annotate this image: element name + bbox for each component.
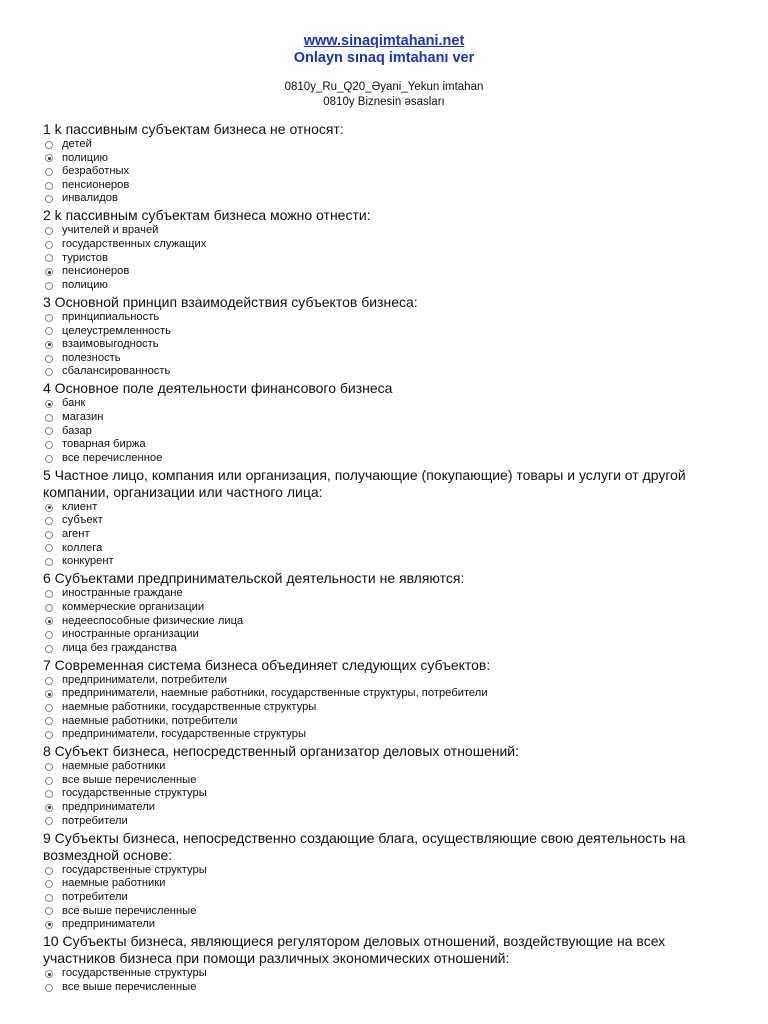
answer-options	[43, 397, 723, 465]
answer-options	[43, 138, 723, 206]
answer-option[interactable]	[43, 877, 723, 891]
answer-option-label: все выше перечисленные	[62, 904, 197, 917]
answer-option[interactable]	[43, 774, 723, 788]
answer-option-label: все выше перечисленные	[62, 773, 197, 786]
answer-option-label: предприниматели	[62, 918, 156, 931]
answer-options	[43, 967, 723, 994]
answer-options	[43, 501, 723, 569]
answer-option[interactable]	[43, 411, 723, 425]
answer-option-label: магазин	[62, 411, 104, 423]
answer-option[interactable]	[43, 365, 723, 379]
question-block	[43, 121, 723, 206]
question-text: 6 Субъектами предпринимательской деятельности не являются:	[43, 570, 465, 587]
answer-option[interactable]	[43, 265, 723, 279]
answer-option-label: взаимовыгодность	[62, 338, 159, 351]
radio-selected-icon[interactable]	[45, 400, 53, 408]
answer-option[interactable]	[43, 918, 723, 932]
radio-empty-icon[interactable]	[45, 227, 53, 235]
answer-option[interactable]	[43, 864, 723, 878]
answer-option[interactable]	[43, 311, 723, 325]
radio-empty-icon[interactable]	[45, 558, 53, 566]
answer-option-label: наемные работники, потребители	[62, 714, 238, 727]
question-text: 3 Основной принцип взаимодействия субъектов бизнеса:	[43, 293, 418, 310]
answer-options	[43, 864, 723, 932]
radio-empty-icon[interactable]	[45, 790, 53, 798]
answer-option-label: базар	[62, 424, 92, 437]
radio-empty-icon[interactable]	[45, 731, 53, 739]
site-tagline: Onlayn sınaq imtahanı ver	[293, 50, 475, 66]
page-header	[0, 32, 768, 67]
question-text: 4 Основное поле деятельности финансового бизнеса	[43, 380, 393, 397]
question-text: 5 Частное лицо, компания или организация, получающие (покупающие) товары и услуги от другой компании, организации или частного лица:	[43, 466, 686, 500]
radio-empty-icon[interactable]	[45, 645, 53, 653]
answer-option[interactable]	[43, 528, 723, 542]
question-block	[43, 933, 723, 994]
answer-option[interactable]	[43, 279, 723, 293]
radio-selected-icon[interactable]	[45, 690, 53, 698]
radio-empty-icon[interactable]	[45, 195, 53, 203]
question-block	[43, 207, 723, 292]
answer-option-label: государственных служащих	[62, 238, 207, 251]
answer-options	[43, 311, 723, 379]
radio-empty-icon[interactable]	[45, 427, 53, 435]
answer-option-label: агент	[62, 528, 90, 541]
question-text: 2 k пассивным субъектам бизнеса можно отнести:	[43, 207, 371, 224]
exam-info	[0, 80, 768, 110]
answer-option[interactable]	[43, 615, 723, 629]
radio-empty-icon[interactable]	[45, 867, 53, 875]
answer-option-label: иностранные граждане	[62, 587, 183, 600]
answer-option-label: учителей и врачей	[62, 224, 159, 237]
answer-option[interactable]	[43, 760, 723, 774]
answer-option-label: пенсионеров	[62, 178, 130, 191]
radio-empty-icon[interactable]	[45, 314, 53, 322]
question-text: 8 Субъект бизнеса, непосредственный организатор деловых отношений:	[43, 743, 519, 760]
radio-selected-icon[interactable]	[45, 154, 53, 162]
question-block	[43, 570, 723, 655]
radio-empty-icon[interactable]	[45, 984, 53, 992]
answer-option[interactable]	[43, 555, 723, 569]
answer-option-label: банк	[62, 397, 86, 410]
answer-option-label: государственные структуры	[62, 787, 207, 800]
radio-empty-icon[interactable]	[45, 182, 53, 190]
answer-option[interactable]	[43, 891, 723, 905]
answer-options	[43, 760, 723, 828]
answer-option-label: сбалансированность	[62, 365, 171, 378]
answer-option[interactable]	[43, 501, 723, 515]
answer-option-label: потребители	[62, 814, 128, 827]
radio-empty-icon[interactable]	[45, 817, 53, 825]
radio-empty-icon[interactable]	[45, 717, 53, 725]
answer-option[interactable]	[43, 701, 723, 715]
radio-selected-icon[interactable]	[45, 970, 53, 978]
answer-option[interactable]	[43, 628, 723, 642]
answer-option[interactable]	[43, 687, 723, 701]
site-link[interactable]: www.sinaqimtahani.net	[303, 33, 465, 49]
answer-option-label: иностранные организации	[62, 628, 199, 641]
answer-option[interactable]	[43, 238, 723, 252]
answer-option[interactable]	[43, 352, 723, 366]
radio-empty-icon[interactable]	[45, 455, 53, 463]
radio-selected-icon[interactable]	[45, 341, 53, 349]
question-block	[43, 380, 723, 465]
answer-option-label: государственные структуры	[62, 863, 207, 876]
answer-option-label: целеустремленность	[62, 324, 171, 337]
radio-empty-icon[interactable]	[45, 441, 53, 449]
answer-option[interactable]	[43, 438, 723, 452]
answer-option-label: конкурент	[62, 555, 114, 568]
radio-empty-icon[interactable]	[45, 241, 53, 249]
answer-option-label: инвалидов	[62, 192, 118, 205]
answer-option[interactable]	[43, 224, 723, 238]
radio-selected-icon[interactable]	[45, 921, 53, 929]
question-block	[43, 294, 723, 379]
answer-option[interactable]	[43, 642, 723, 656]
radio-empty-icon[interactable]	[45, 590, 53, 598]
radio-selected-icon[interactable]	[45, 617, 53, 625]
question-text: 7 Современная система бизнеса объединяет следующих субъектов:	[43, 656, 491, 673]
answer-option-label: предприниматели, государственные структуры	[62, 728, 306, 741]
radio-empty-icon[interactable]	[45, 282, 53, 290]
answer-option-label: государственные структуры	[62, 967, 207, 980]
radio-empty-icon[interactable]	[45, 414, 53, 422]
radio-empty-icon[interactable]	[45, 907, 53, 915]
question-block	[43, 830, 723, 932]
answer-option-label: полицию	[62, 278, 108, 291]
answer-option[interactable]	[43, 325, 723, 339]
answer-option-label: пенсионеров	[62, 265, 130, 278]
answer-option[interactable]	[43, 425, 723, 439]
answer-option-label: полицию	[62, 151, 108, 164]
answer-option-label: лица без гражданства	[62, 641, 177, 654]
answer-option[interactable]	[43, 905, 723, 919]
question-block	[43, 743, 723, 828]
radio-empty-icon[interactable]	[45, 880, 53, 888]
radio-empty-icon[interactable]	[45, 517, 53, 525]
answer-option[interactable]	[43, 981, 723, 995]
question-text: 10 Субъекты бизнеса, являющиеся регулятором деловых отношений, воздействующие на всех участников бизнеса при помощи различных экономических отношений:	[43, 933, 666, 967]
radio-empty-icon[interactable]	[45, 355, 53, 363]
answer-option-label: все перечисленное	[62, 451, 163, 464]
radio-empty-icon[interactable]	[45, 254, 53, 262]
answer-option-label: принципиальность	[62, 310, 160, 323]
radio-selected-icon[interactable]	[45, 504, 53, 512]
question-list	[43, 121, 723, 996]
answer-option-label: безработных	[62, 165, 130, 178]
answer-option[interactable]	[43, 967, 723, 981]
question-block	[43, 657, 723, 742]
radio-empty-icon[interactable]	[45, 894, 53, 902]
answer-option-label: предприниматели	[62, 801, 156, 814]
answer-option-label: коммерческие организации	[62, 600, 205, 613]
answer-option-label: коллега	[62, 541, 103, 554]
radio-empty-icon[interactable]	[45, 777, 53, 785]
answer-option[interactable]	[43, 715, 723, 729]
answer-option[interactable]	[43, 165, 723, 179]
radio-empty-icon[interactable]	[45, 763, 53, 771]
radio-empty-icon[interactable]	[45, 531, 53, 539]
radio-empty-icon[interactable]	[45, 704, 53, 712]
answer-option[interactable]	[43, 601, 723, 615]
answer-option[interactable]	[43, 138, 723, 152]
answer-option[interactable]	[43, 179, 723, 193]
exam-subject: 0810y Biznesin əsasları	[323, 96, 445, 108]
answer-option[interactable]	[43, 787, 723, 801]
answer-option[interactable]	[43, 338, 723, 352]
answer-option[interactable]	[43, 815, 723, 829]
answer-options	[43, 674, 723, 742]
answer-option[interactable]	[43, 397, 723, 411]
answer-option-label: субъект	[62, 514, 103, 527]
radio-selected-icon[interactable]	[45, 268, 53, 276]
answer-option[interactable]	[43, 514, 723, 528]
answer-option-label: наемные работники	[62, 877, 166, 890]
answer-option-label: потребители	[62, 890, 128, 903]
radio-empty-icon[interactable]	[45, 327, 53, 335]
answer-option-label: наемные работники, государственные структуры	[62, 701, 317, 713]
answer-option-label: наемные работники	[62, 760, 166, 773]
radio-empty-icon[interactable]	[45, 368, 53, 376]
answer-option-label: детей	[62, 138, 92, 150]
question-text: 9 Субъекты бизнеса, непосредственно создающие блага, осуществляющие свою деятельность на возмездной основе:	[43, 829, 686, 863]
answer-option-label: клиент	[62, 500, 98, 513]
answer-option[interactable]	[43, 192, 723, 206]
answer-option-label: все выше перечисленные	[62, 980, 197, 993]
answer-options	[43, 587, 723, 655]
answer-option[interactable]	[43, 542, 723, 556]
exam-code: 0810y_Ru_Q20_Əyani_Yekun imtahan	[284, 81, 484, 93]
answer-option[interactable]	[43, 801, 723, 815]
question-block	[43, 467, 723, 569]
answer-option-label: товарная биржа	[62, 438, 146, 451]
radio-empty-icon[interactable]	[45, 631, 53, 639]
answer-option[interactable]	[43, 674, 723, 688]
answer-option-label: предприниматели, потребители	[62, 673, 228, 686]
radio-empty-icon[interactable]	[45, 677, 53, 685]
radio-empty-icon[interactable]	[45, 141, 53, 149]
answer-option-label: недееспособные физические лица	[62, 614, 244, 627]
answer-option[interactable]	[43, 152, 723, 166]
answer-option-label: полезность	[62, 351, 121, 364]
answer-options	[43, 224, 723, 292]
answer-option[interactable]	[43, 252, 723, 266]
answer-option[interactable]	[43, 728, 723, 742]
answer-option[interactable]	[43, 452, 723, 466]
answer-option[interactable]	[43, 587, 723, 601]
radio-empty-icon[interactable]	[45, 168, 53, 176]
radio-empty-icon[interactable]	[45, 544, 53, 552]
radio-selected-icon[interactable]	[45, 804, 53, 812]
answer-option-label: предприниматели, наемные работники, государственные структуры, потребители	[62, 687, 488, 700]
question-text: 1 k пассивным субъектам бизнеса не относят:	[43, 121, 344, 137]
answer-option-label: туристов	[62, 251, 108, 264]
radio-empty-icon[interactable]	[45, 604, 53, 612]
